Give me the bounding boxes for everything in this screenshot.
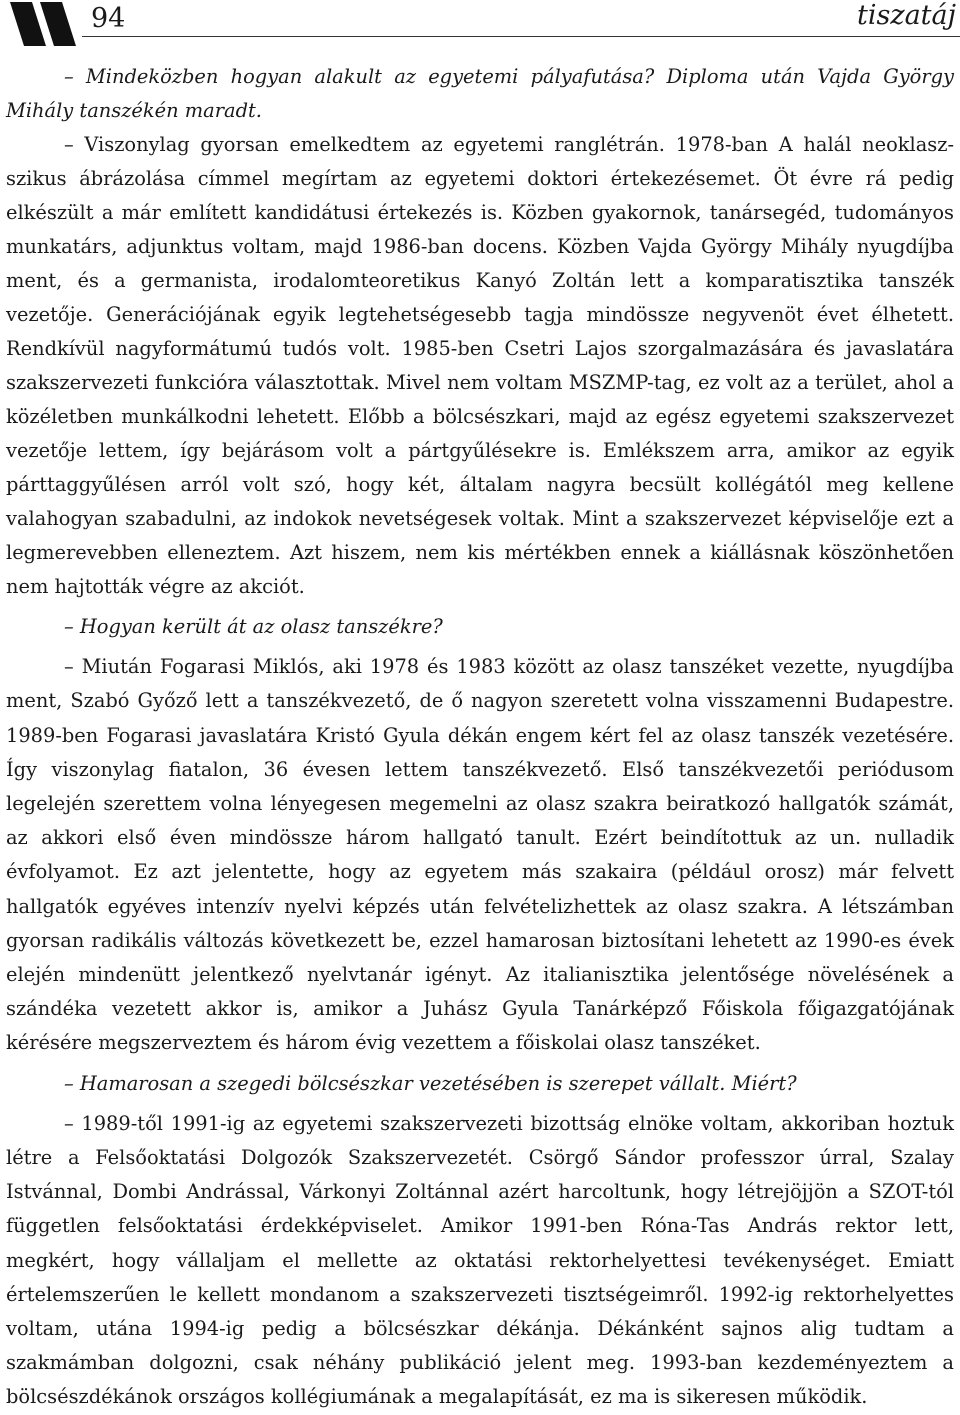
page-number: 94	[91, 3, 126, 34]
question-paragraph: – Hogyan került át az olasz tanszékre?	[64, 615, 443, 638]
article-body	[6, 60, 954, 1415]
question-paragraph: – Mindeközben hogyan alakult az egyetemi pályafutása? Diploma után Vajda György Mihály tanszékén maradt.	[6, 65, 954, 122]
answer-paragraph: – 1989-től 1991-ig az egyetemi szakszervezeti bizottság elnöke voltam, akkoriban hoztuk létre a Felsőoktatási Dolgozók Szakszervezetét. Csörgő Sándor professzor úrral, Szalay Istvánnal, Dombi Andrással, Várkonyi Zoltánnal azért harcoltunk, hogy létrejöjjön a SZOT-tól független felsőoktatási érdekképviselet. Amikor 1991-ben Róna-Tas András rektor lett, megkért, hogy vállaljam el mellette az oktatási rektorhelyettesi tevékenységet. Emiatt értelemszerűen le kellett mondanom a szakszervezeti tisztségeimről. 1992-ig rektorhelyettes voltam, utána 1994-ig pedig a bölcsészkar dékánja. Dékánként sajnos alig tudtam a szakmámban dolgozni, csak néhány publikáció jelent meg. 1993-ban kezdeményeztem a bölcsészdékánok országos kollégiumának a megalapítását, ez ma is sikeresen működik.	[6, 1111, 954, 1409]
double-chevron-icon	[10, 2, 80, 46]
question-paragraph: – Hamarosan a szegedi bölcsészkar vezetésében is szerepet vállalt. Miért?	[64, 1071, 797, 1095]
header-rule	[82, 36, 960, 37]
answer-paragraph: – Miután Fogarasi Miklós, aki 1978 és 1983 között az olasz tanszéket vezette, nyugdíjba ment, Szabó Győző lett a tanszékvezető, de ő nagyon szeretett volna visszamenni Budapestre. 1989-ben Fogarasi javaslatára Kristó Gyula dékán engem kért fel az olasz tanszék vezetésére. Így viszonylag fiatalon, 36 évesen lettem tanszékvezető. Első tanszékvezetői periódusom legelején szerettem volna lényegesen megemelni az olasz szakra beiratkozó hallgatók számát, az akkori első éven mindössze három hallgató tanult. Ezért beindítottuk az un. nulladik évfolyamot. Ez azt jelentette, hogy az egyetem más szakaira (például orosz) már felvett hallgatók egyéves intenzív nyelvi képzés után felvételizhettek az olasz szakra. A létszámban gyorsan radikális változás következett be, ezzel hamarosan biztosítani lehetett az 1990-es évek elején mindenütt jelentkező nyelvtanár igényt. Az italianisztika jelentősége növelésének a szándéka vezetett akkor is, amikor a Juhász Gyula Tanárképző Főiskola főigazgatójának kérésére megszerveztem és három évig vezettem a főiskolai olasz tanszéket.	[6, 655, 954, 1055]
journal-name: tiszatáj	[857, 0, 956, 31]
answer-paragraph: – Viszonylag gyorsan emelkedtem az egyetemi ranglétrán. 1978-ban A halál neoklaszszikus ábrázolása címmel megírtam az egyetemi doktori értekezésemet. Öt évre rá pedig elkészült a már említett kandidátusi értekezés is. Közben gyakornok, tanársegéd, tudományos munkatárs, adjunktus voltam, majd 1986-ban docens. Közben Vajda György Mihály nyugdíjba ment, és a germanista, irodalomteoretikus Kanyó Zoltán lett a komparatisztika tanszék vezetője. Generációjának egyik legtehetségesebb tagja mindössze negyvenöt évet élhetett. Rendkívül nagyformátumú tudós volt. 1985-ben Csetri Lajos szorgalmazására és javaslatára szakszervezeti funkcióra választottak. Mivel nem voltam MSZMP-tag, ez volt az a terület, ahol a közéletben munkálkodni lehetett. Előbb a bölcsészkari, majd az egész egyetemi szakszervezet vezetője lettem, így bejárásom volt a pártgyűlésekre is. Emlékszem arra, amikor az egyik párttaggyűlésen arról volt szó, hogy két, általam nagyra becsült kollégától meg kellene valahogyan szabadulni, az indokok nevetségesek voltak. Mint a szakszervezet képviselője ezt a legmerevebben elleneztem. Azt hiszem, nem kis mértékben ennek a kiállásnak köszönhetően nem hajtották végre az akciót.	[6, 133, 954, 598]
page-header	[0, 0, 960, 50]
